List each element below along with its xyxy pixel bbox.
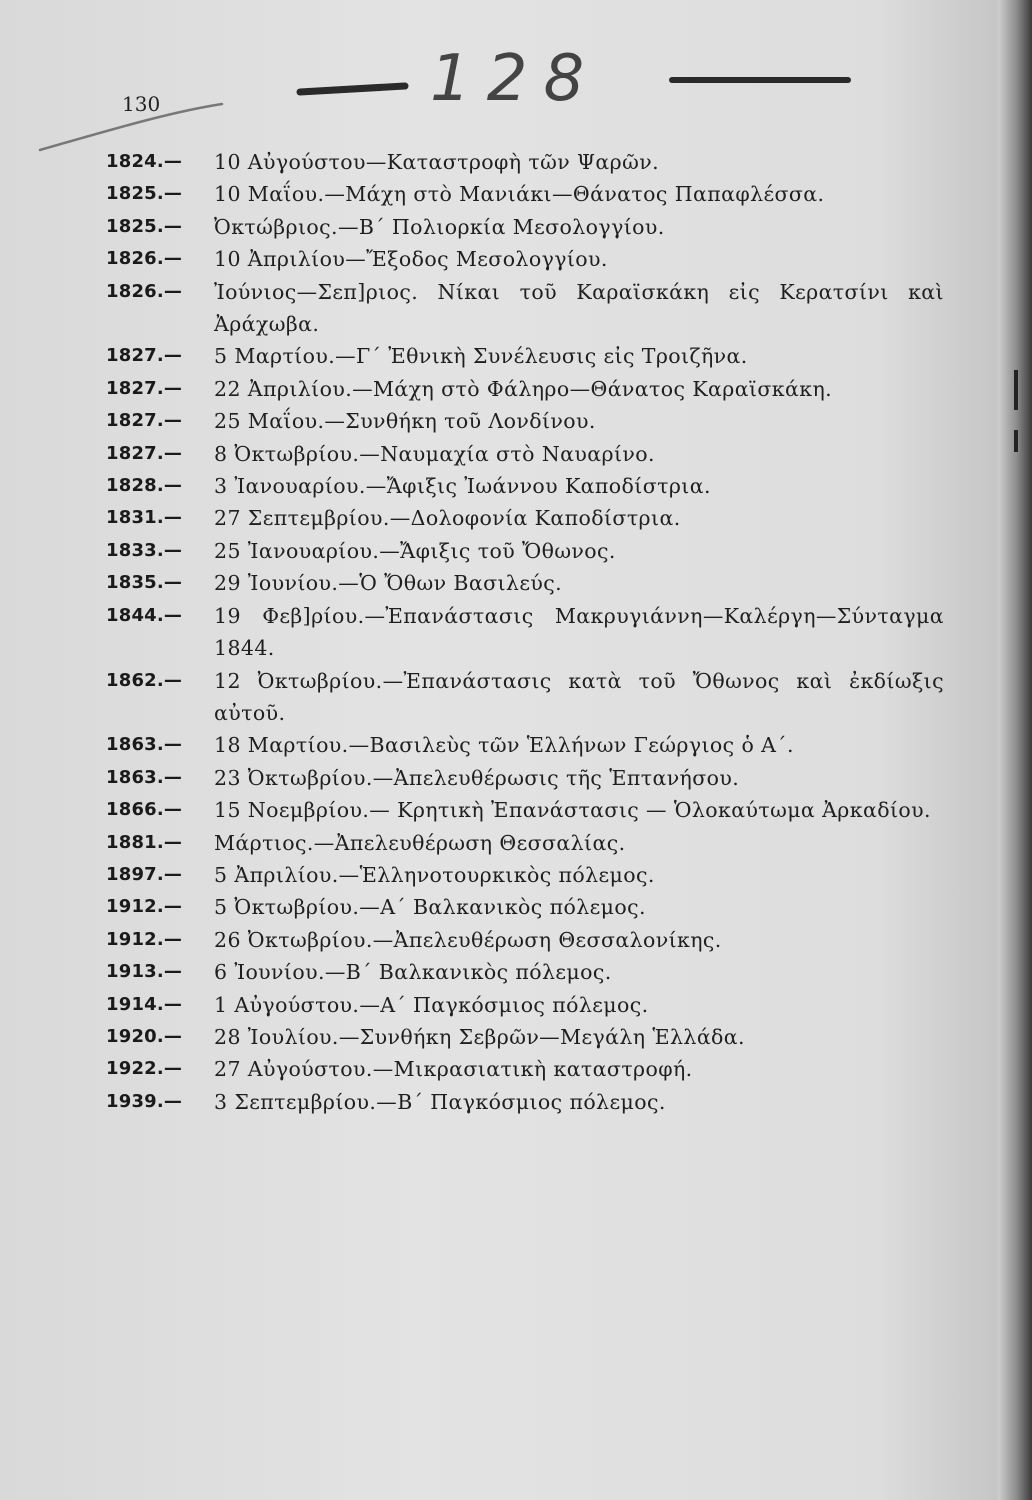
entry-year: 1827.— [106,345,183,367]
edge-ink-mark [1014,430,1018,452]
list-item [0,1053,1032,1085]
list-item [0,276,1032,341]
entry-text: 19 Φεβ]ρίου.—Ἐπανάστασις Μακρυγιάννη—Καλέργη—Σύνταγμα 1844. [214,603,951,661]
list-item [0,211,1032,243]
list-item [0,600,1032,665]
list-item [0,405,1032,437]
entry-text: 25 Μαΐου.—Συνθήκη τοῦ Λονδίνου. [214,409,596,434]
entry-year: 1897.— [106,863,183,885]
pencil-dash-left [300,86,405,92]
entry-year: 1825.— [106,183,183,205]
entry-text: 28 Ἰουλίου.—Συνθήκη Σεβρῶν—Μεγάλη Ἑλλάδα. [214,1024,745,1049]
entry-text: 23 Ὀκτωβρίου.—Ἀπελευθέρωσις τῆς Ἑπτανήσου. [214,765,740,790]
list-item [0,665,1032,730]
list-item [0,729,1032,761]
list-item [0,891,1032,923]
entry-text: 25 Ἰανουαρίου.—Ἄφιξις τοῦ Ὄθωνος. [214,538,616,563]
list-item [0,178,1032,210]
entry-year: 1824.— [106,151,183,172]
list-item [0,373,1032,405]
entry-text: 27 Σεπτεμβρίου.—Δολοφονία Καποδίστρια. [214,506,681,531]
list-item [0,989,1032,1021]
list-item [0,535,1032,567]
list-item [0,340,1032,372]
list-item [0,470,1032,502]
entry-year: 1835.— [106,572,183,594]
entry-text: 5 Ἀπριλίου.—Ἑλληνοτουρκικὸς πόλεμος. [214,862,655,887]
entry-year: 1939.— [106,1090,183,1112]
entry-text: 10 Αὐγούστου—Καταστροφὴ τῶν Ψαρῶν. [214,150,659,174]
list-item [0,243,1032,275]
list-item [0,438,1032,470]
handwritten-page-number: 128 [430,42,601,116]
entry-year: 1920.— [106,1025,183,1047]
entry-text: 18 Μαρτίου.—Βασιλεὺς τῶν Ἑλλήνων Γεώργιος ὁ Α΄. [214,733,794,758]
entry-year: 1827.— [106,377,183,399]
list-item [0,502,1032,534]
entry-text: 12 Ὀκτωβρίου.—Ἐπανάστασις κατὰ τοῦ Ὄθωνος καὶ ἐκδίωξις αὐτοῦ. [214,668,951,725]
entry-year: 1914.— [106,993,183,1015]
entry-text: 29 Ἰουνίου.—Ὁ Ὄθων Βασιλεύς. [214,571,562,596]
entry-year: 1863.— [106,734,183,756]
entry-year: 1912.— [106,896,183,918]
list-item [0,762,1032,794]
entry-text: 15 Νοεμβρίου.— Κρητικὴ Ἐπανάστασις — Ὁλοκαύτωμα Ἀρκαδίου. [214,798,931,823]
entry-year: 1922.— [106,1058,183,1080]
list-item [0,1086,1032,1118]
entry-year: 1827.— [106,410,183,432]
entry-text: 10 Μαΐου.—Μάχη στὸ Μανιάκι—Θάνατος Παπαφλέσσα. [214,182,825,207]
list-item [0,1021,1032,1053]
entry-text: Ἰούνιος—Σεπ]ριος. Νίκαι τοῦ Καραϊσκάκη εἰς Κερατσίνι καὶ Ἀράχωβα. [214,279,951,337]
chronology-list [0,146,1032,1118]
entry-year: 1828.— [106,475,183,497]
page-number: 130 [122,92,161,116]
handwritten-annotation [0,0,1032,170]
entry-text: 26 Ὀκτωβρίου.—Ἀπελευθέρωση Θεσσαλονίκης. [214,927,722,952]
entry-text: 22 Ἀπριλίου.—Μάχη στὸ Φάληρο—Θάνατος Καραϊσκάκη. [214,376,833,401]
entry-text: 3 Σεπτεμβρίου.—Β΄ Παγκόσμιος πόλεμος. [214,1089,666,1114]
entry-text: 5 Μαρτίου.—Γ΄ Ἐθνικὴ Συνέλευσις εἰς Τροιζῆνα. [214,344,748,369]
entry-year: 1827.— [106,442,183,464]
entry-text: 27 Αὐγούστου.—Μικρασιατικὴ καταστροφή. [214,1057,693,1082]
entry-text: 8 Ὀκτωβρίου.—Ναυμαχία στὸ Ναυαρίνο. [214,441,655,466]
entry-year: 1862.— [106,669,183,691]
list-item [0,859,1032,891]
page-binding-edge [998,0,1032,1500]
entry-text: Μάρτιος.—Ἀπελευθέρωση Θεσσαλίας. [214,830,626,855]
entry-year: 1913.— [106,961,183,983]
list-item [0,567,1032,599]
entry-year: 1912.— [106,928,183,950]
list-item [0,956,1032,988]
entry-year: 1826.— [106,248,183,270]
entry-year: 1831.— [106,507,183,529]
entry-text: 3 Ἰανουαρίου.—Ἄφιξις Ἰωάννου Καποδίστρια. [214,474,711,499]
entry-text: 6 Ἰουνίου.—Β΄ Βαλκανικὸς πόλεμος. [214,960,612,985]
list-item [0,794,1032,826]
entry-year: 1881.— [106,831,183,853]
entry-year: 1863.— [106,766,183,788]
entry-text: 10 Ἀπριλίου—Ἔξοδος Μεσολογγίου. [214,247,608,272]
entry-year: 1866.— [106,799,183,821]
entry-year: 1833.— [106,539,183,561]
entry-year: 1826.— [106,280,183,302]
edge-ink-mark [1014,370,1018,410]
list-item [0,827,1032,859]
entry-year: 1825.— [106,215,183,237]
entry-text: 5 Ὀκτωβρίου.—Α΄ Βαλκανικὸς πόλεμος. [214,895,646,920]
list-item [0,146,1032,178]
list-item [0,924,1032,956]
entry-year: 1844.— [106,604,183,626]
entry-text: 1 Αὐγούστου.—Α΄ Παγκόσμιος πόλεμος. [214,992,649,1017]
entry-text: Ὀκτώβριος.—Β΄ Πολιορκία Μεσολογγίου. [214,214,665,239]
